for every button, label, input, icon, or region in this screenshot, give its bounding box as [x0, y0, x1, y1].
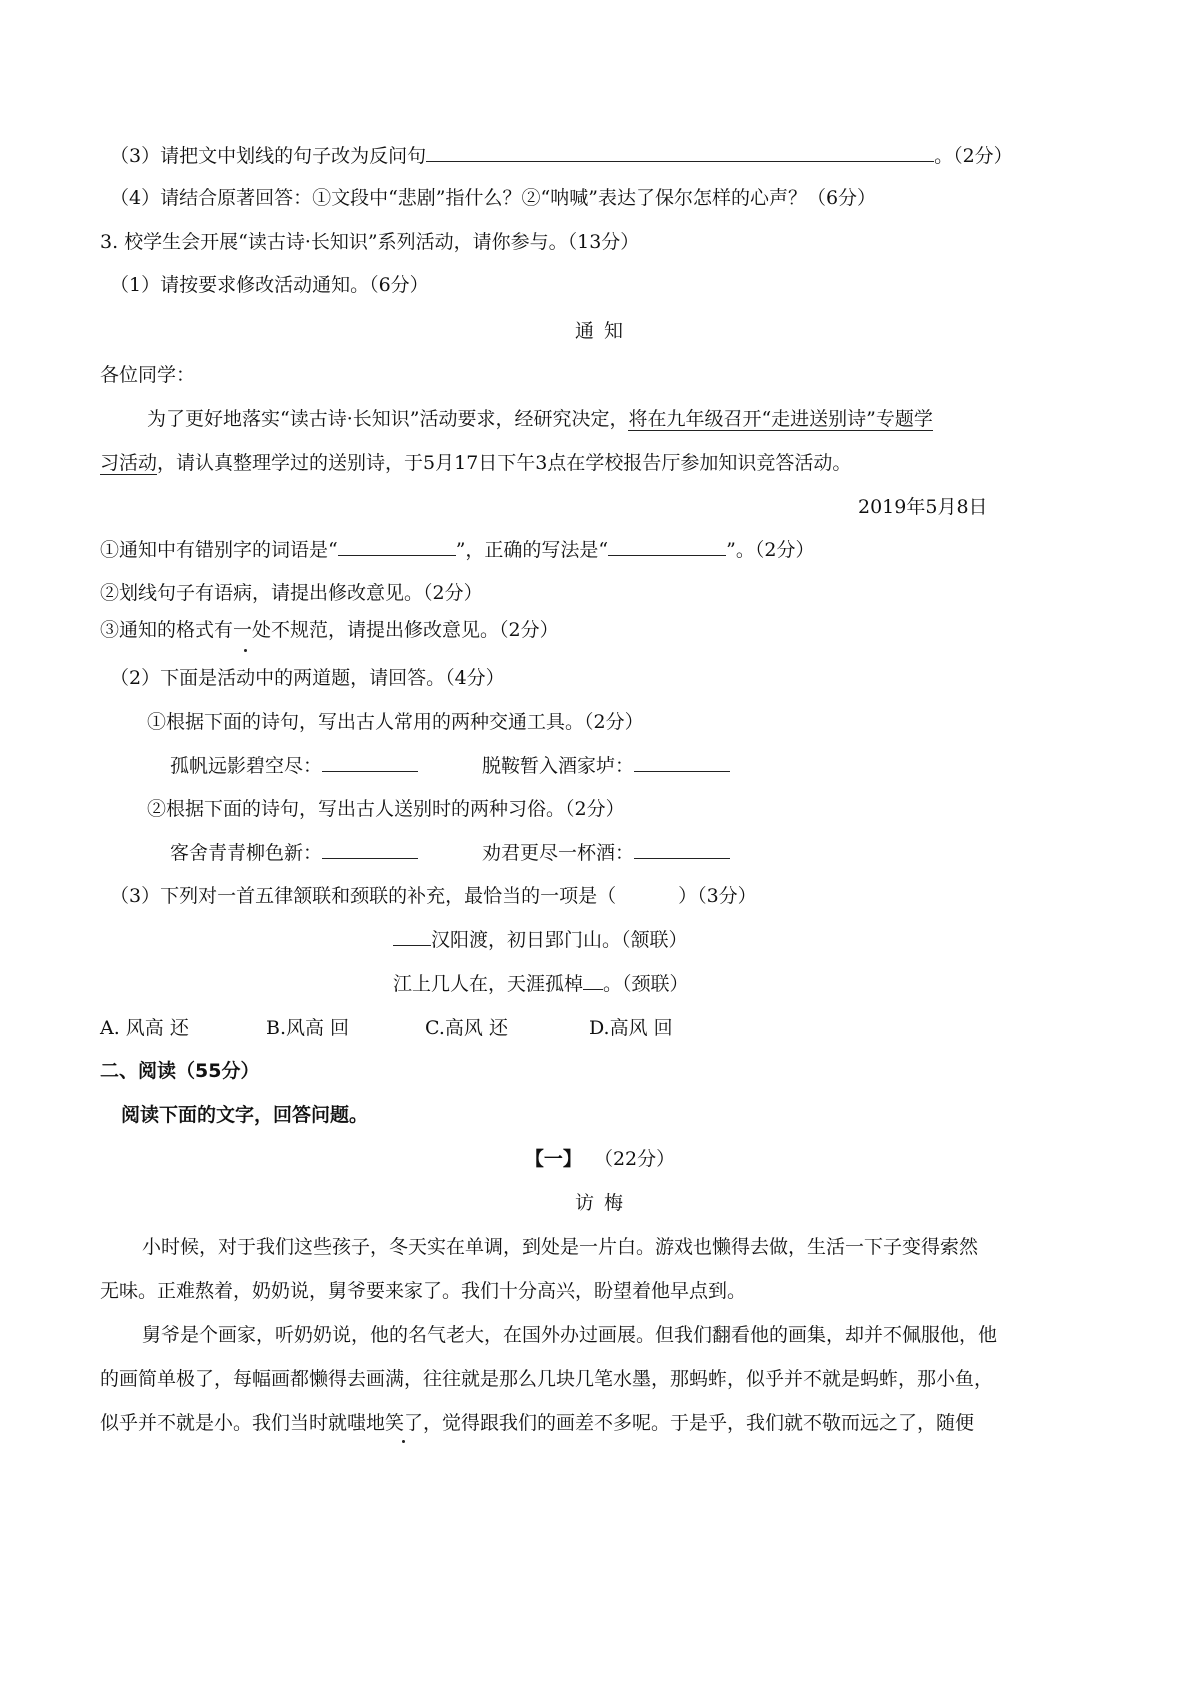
- question-3-rewrite: [110, 143, 1013, 169]
- part-1-header: [0, 1146, 1200, 1172]
- paragraph-1-line-1: 小时候，对于我们这些孩子，冬天实在单调，到处是一片白。游戏也懒得去做，生活一下子变得索然: [142, 1236, 979, 1258]
- answer-blank[interactable]: [322, 753, 418, 772]
- circle-question-3: ③通知的格式有一处不规范，请提出修改意见。（2分）: [100, 619, 559, 641]
- notice-body-text-2: ，请认真整理学过的送别诗，于5月17日下午3点在学校报告厅参加知识竞答活动。: [157, 452, 852, 474]
- sub-question-2a: ①根据下面的诗句，写出古人常用的两种交通工具。（2分）: [147, 711, 644, 733]
- circle-question-2: ②划线句子有语病，请提出修改意见。（2分）: [100, 582, 483, 604]
- poem-line-a1: [170, 753, 418, 779]
- circle-question-1: [100, 537, 814, 563]
- notice-date: 2019年5月8日: [858, 496, 988, 518]
- question-text: （3）请把文中划线的句子改为反问句: [110, 145, 427, 167]
- paragraph-2-line-1: 舅爷是个画家，听奶奶说，他的名气老大，在国外办过画展。但我们翻看他的画集，却并不佩服他，他: [142, 1324, 998, 1346]
- poem-text: 孤帆远影碧空尽：: [170, 755, 323, 777]
- reading-instruction: 阅读下面的文字，回答问题。: [121, 1104, 369, 1126]
- section-2-heading: 二、阅读（55分）: [100, 1060, 260, 1082]
- circle-question-1-text-b: ”，正确的写法是“: [455, 539, 609, 561]
- circle-question-1-text: ①通知中有错别字的词语是“: [100, 539, 338, 561]
- couplet-text-end: 。（颈联）: [603, 973, 689, 995]
- option-c[interactable]: C.高风 还: [425, 1017, 508, 1039]
- part-label: 【一】: [524, 1148, 582, 1170]
- emphasis-dot: [402, 1440, 405, 1443]
- story-title: 访 梅: [574, 1192, 626, 1214]
- notice-underlined-sentence-end: 习活动: [100, 452, 158, 474]
- poem-line-b2: [482, 840, 730, 866]
- sub-question-1: （1）请按要求修改活动通知。（6分）: [110, 274, 429, 296]
- answer-blank-wrong-word[interactable]: [338, 537, 456, 556]
- answer-blank-correct-word[interactable]: [608, 537, 726, 556]
- paragraph-2-line-3: 似乎并不就是小。我们当时就嗤地笑了，觉得跟我们的画差不多呢。于是乎，我们就不敬而远之了，随便: [100, 1412, 975, 1434]
- poem-text: 脱鞍暂入酒家垆：: [482, 755, 635, 777]
- poem-line-b1: [170, 840, 418, 866]
- sub-question-3: [110, 883, 757, 909]
- couplet-2: [393, 971, 689, 997]
- couplet-text: 江上几人在，天涯孤棹: [393, 973, 584, 995]
- poem-text: 客舍青青柳色新：: [170, 842, 323, 864]
- answer-blank[interactable]: [426, 143, 934, 162]
- sub-question-2: （2）下面是活动中的两道题，请回答。（4分）: [110, 667, 505, 689]
- option-d[interactable]: D.高风 回: [589, 1017, 673, 1039]
- couplet-text: 汉阳渡，初日郢门山。（颔联）: [431, 929, 688, 951]
- answer-blank[interactable]: [634, 840, 730, 859]
- sub-question-2b: ②根据下面的诗句，写出古人送别时的两种习俗。（2分）: [147, 798, 625, 820]
- notice-title: 通 知: [574, 320, 626, 342]
- paragraph-2-line-2: 的画简单极了，每幅画都懒得去画满，往往就是那么几块几笔水墨，那蚂蚱，似乎并不就是蚂蚱，那小鱼，: [100, 1368, 994, 1390]
- emphasis-dot: [244, 649, 247, 652]
- sub-question-3-score: ）（3分）: [678, 885, 757, 907]
- answer-blank[interactable]: [322, 840, 418, 859]
- paragraph-1-line-2: 无味。正难熬着，奶奶说，舅爷要来家了。我们十分高兴，盼望着他早点到。: [100, 1280, 747, 1302]
- answer-blank[interactable]: [634, 753, 730, 772]
- poem-line-a2: [482, 753, 730, 779]
- option-a[interactable]: A. 风高 还: [100, 1017, 189, 1039]
- notice-underlined-sentence: 将在九年级召开“走进送别诗”专题学: [628, 408, 933, 430]
- poem-text: 劝君更尽一杯酒：: [482, 842, 635, 864]
- notice-greeting: 各位同学：: [100, 364, 196, 386]
- circle-question-1-text-c: ”。（2分）: [726, 539, 815, 561]
- notice-body-line2: [100, 450, 851, 476]
- question-main-3: 3. 校学生会开展“读古诗·长知识”系列活动，请你参与。（13分）: [100, 231, 640, 253]
- notice-body-text: 为了更好地落实“读古诗·长知识”活动要求，经研究决定，: [147, 408, 629, 430]
- question-score: 。（2分）: [934, 145, 1013, 167]
- answer-blank[interactable]: [583, 971, 603, 990]
- option-b[interactable]: B.风高 回: [266, 1017, 350, 1039]
- couplet-1: [393, 927, 688, 953]
- part-score: （22分）: [593, 1148, 676, 1170]
- notice-body-line1: [147, 406, 933, 432]
- answer-blank[interactable]: [393, 927, 431, 946]
- question-4: （4）请结合原著回答：①文段中“悲剧”指什么？②“呐喊”表达了保尔怎样的心声？（6分）: [110, 187, 877, 209]
- sub-question-3-text: （3）下列对一首五律颔联和颈联的补充，最恰当的一项是（: [110, 885, 617, 907]
